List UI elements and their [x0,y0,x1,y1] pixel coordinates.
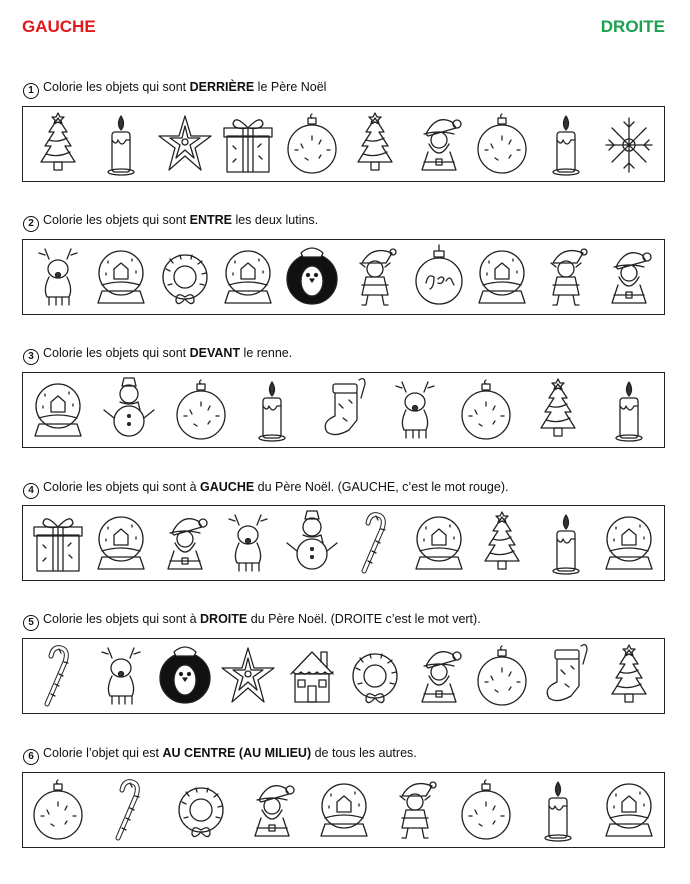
picture-row [29,775,658,845]
candy-cane-icon[interactable] [29,642,87,710]
exercise-3-instruction [23,346,292,365]
tree-icon[interactable] [29,110,87,178]
picture-row [29,375,658,445]
exercise-5-instruction [23,612,481,631]
instruction-text: Colorie l’objet qui est [43,746,163,760]
reindeer-icon[interactable] [29,243,87,311]
instruction-keyword: ENTRE [189,213,232,227]
exercise-number: 3 [23,349,39,365]
santa-icon[interactable] [243,776,301,844]
ornament-icon[interactable] [29,776,87,844]
instruction-keyword: GAUCHE [200,480,255,494]
snowglobe-icon[interactable] [92,509,150,577]
snowman-icon[interactable] [100,376,158,444]
exercise-6-picture-strip [22,772,665,848]
instruction-text: le renne. [240,346,293,360]
snowglobe-icon[interactable] [315,776,373,844]
ornament-icon[interactable] [473,110,531,178]
header-gauche: GAUCHE [22,17,96,36]
picture-row [29,109,658,179]
santa-icon[interactable] [600,243,658,311]
instruction-text: le Père Noël [254,80,327,94]
candy-cane-icon[interactable] [346,509,404,577]
instruction-text: Colorie les objets qui sont [43,346,190,360]
ornament-icon[interactable] [457,376,515,444]
snowglobe-icon[interactable] [410,509,468,577]
exercise-4-instruction [23,480,508,499]
reindeer-icon[interactable] [92,642,150,710]
snowman-icon[interactable] [283,509,341,577]
gift-icon[interactable] [29,509,87,577]
penguin-icon[interactable] [283,243,341,311]
exercise-2-picture-strip [22,239,665,315]
snowglobe-icon[interactable] [600,776,658,844]
exercise-3-picture-strip [22,372,665,448]
candy-cane-icon[interactable] [100,776,158,844]
wreath-icon[interactable] [156,243,214,311]
elf-icon[interactable] [537,243,595,311]
exercise-4-picture-strip [22,505,665,581]
wreath-icon[interactable] [172,776,230,844]
santa-icon[interactable] [410,110,468,178]
header-droite: DROITE [600,17,665,36]
exercise-number: 2 [23,216,39,232]
house-icon[interactable] [283,642,341,710]
instruction-text: Colorie les objets qui sont à [43,612,201,626]
instruction-text: Colorie les objets qui sont [43,213,190,227]
gift-icon[interactable] [219,110,277,178]
ornament-icon[interactable] [457,776,515,844]
star-icon[interactable] [219,642,277,710]
snowglobe-icon[interactable] [219,243,277,311]
candle-icon[interactable] [529,776,587,844]
exercise-number: 1 [23,83,39,99]
instruction-keyword: DERRIÈRE [189,80,255,94]
ornament-icon[interactable] [172,376,230,444]
penguin-icon[interactable] [156,642,214,710]
tree-icon[interactable] [473,509,531,577]
tree-icon[interactable] [600,642,658,710]
instruction-text: Colorie les objets qui sont [43,80,190,94]
exercise-number: 5 [23,615,39,631]
ornament-icon[interactable] [473,642,531,710]
candle-icon[interactable] [243,376,301,444]
candle-icon[interactable] [600,376,658,444]
elf-icon[interactable] [386,776,444,844]
exercise-number: 4 [23,483,39,499]
exercise-2-instruction [23,213,318,232]
instruction-text: les deux lutins. [231,213,319,227]
elf-icon[interactable] [346,243,404,311]
picture-row [29,242,658,312]
instruction-text: Colorie les objets qui sont à [43,480,201,494]
exercise-5-picture-strip [22,638,665,714]
candle-icon[interactable] [537,110,595,178]
instruction-text: du Père Noël. (DROITE c’est le mot vert). [247,612,481,626]
tree-icon[interactable] [346,110,404,178]
snowglobe-icon[interactable] [600,509,658,577]
instruction-keyword: DROITE [200,612,248,626]
picture-row [29,641,658,711]
candle-icon[interactable] [537,509,595,577]
exercise-number: 6 [23,749,39,765]
wreath-icon[interactable] [346,642,404,710]
stocking-icon[interactable] [537,642,595,710]
instruction-keyword: AU CENTRE (AU MILIEU) [162,746,312,760]
stocking-icon[interactable] [315,376,373,444]
ornament-icon[interactable] [283,110,341,178]
exercise-6-instruction [23,746,417,765]
snowglobe-icon[interactable] [29,376,87,444]
snowflake-icon[interactable] [600,110,658,178]
reindeer-icon[interactable] [386,376,444,444]
reindeer-icon[interactable] [219,509,277,577]
instruction-text: de tous les autres. [311,746,417,760]
snowglobe-icon[interactable] [92,243,150,311]
santa-icon[interactable] [156,509,214,577]
candle-icon[interactable] [92,110,150,178]
instruction-text: du Père Noël. (GAUCHE, c’est le mot rouge). [254,480,509,494]
star-icon[interactable] [156,110,214,178]
santa-icon[interactable] [410,642,468,710]
exercise-1-picture-strip [22,106,665,182]
instruction-keyword: DEVANT [189,346,241,360]
tree-icon[interactable] [529,376,587,444]
snowglobe-icon[interactable] [473,243,531,311]
noel-ornament-icon[interactable] [410,243,468,311]
exercise-1-instruction [23,80,326,99]
picture-row [29,508,658,578]
